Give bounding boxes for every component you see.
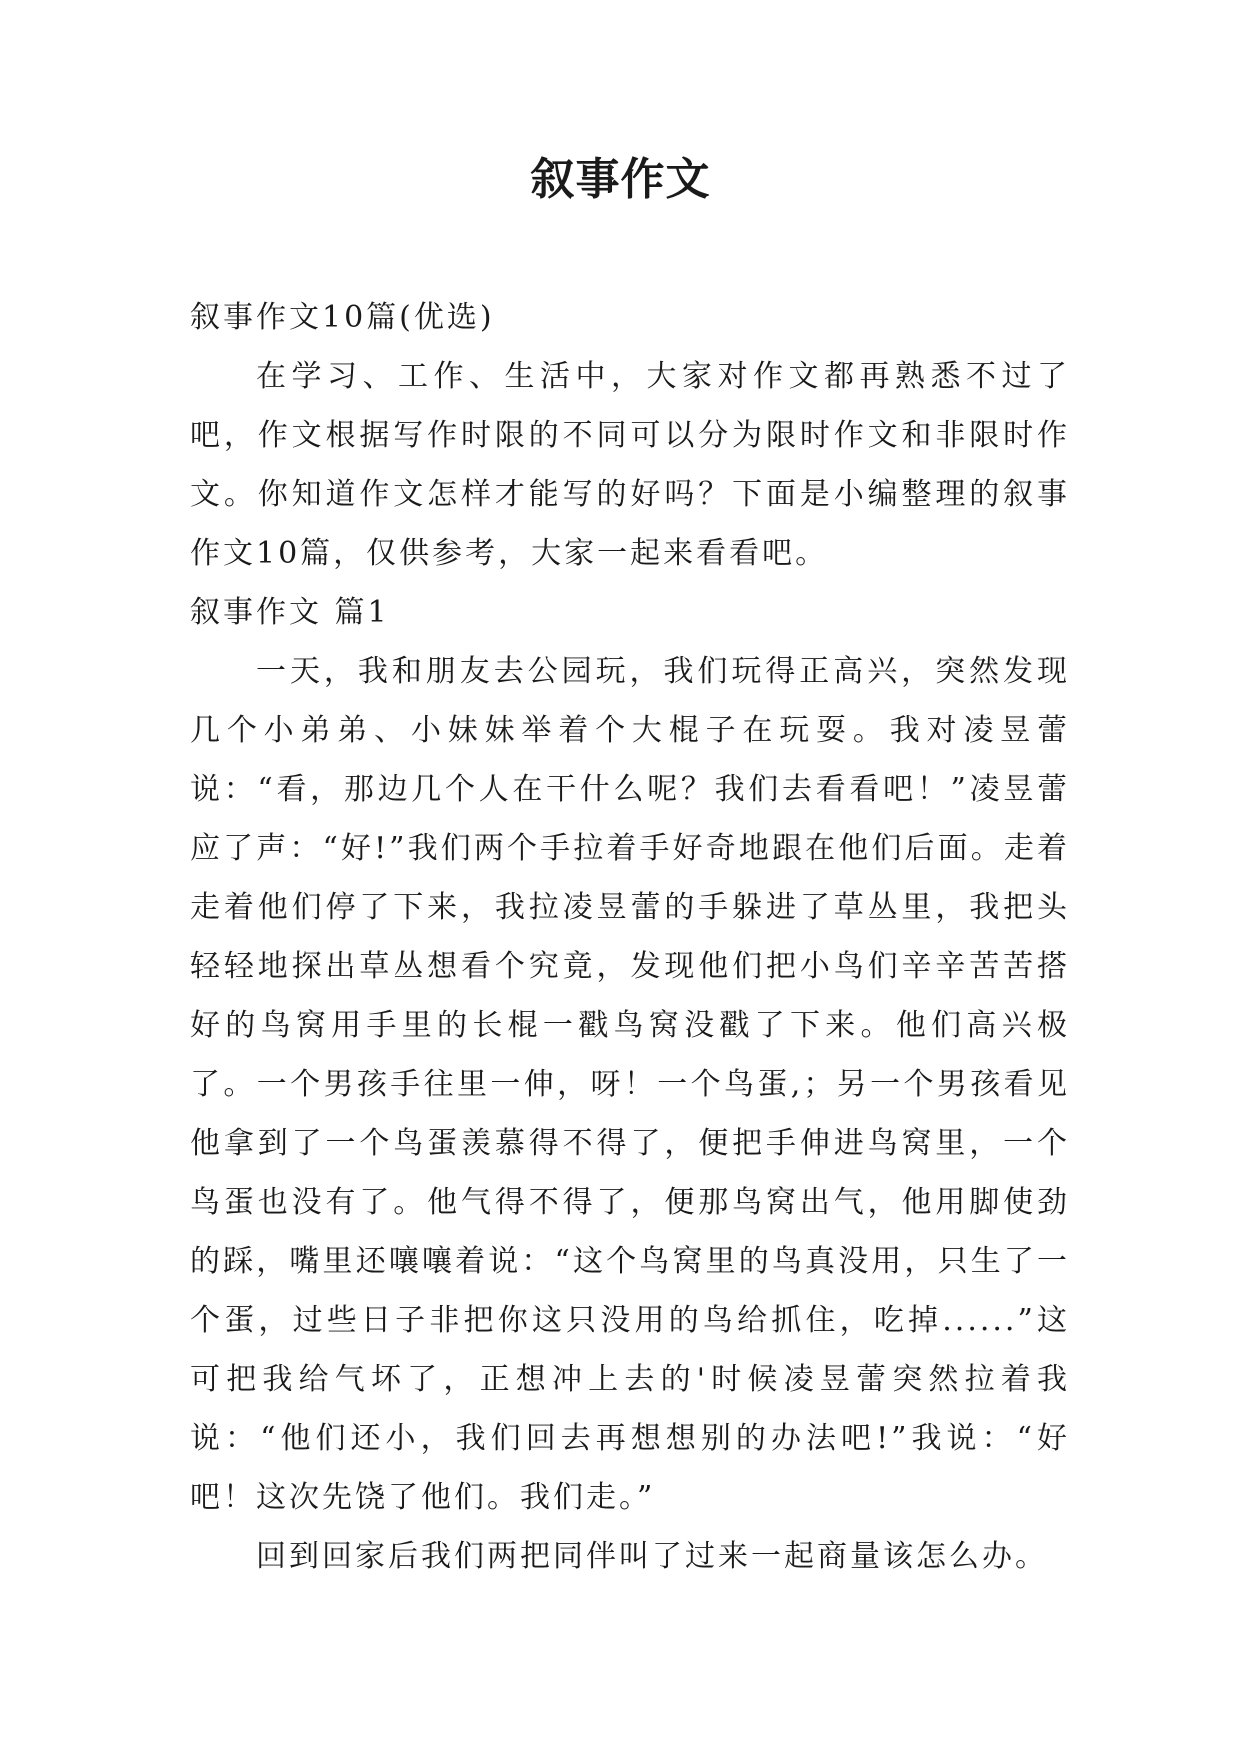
article-heading: 叙事作文10篇(优选)	[190, 300, 495, 335]
intro-paragraph: 在学习、工作、生活中，大家对作文都再熟悉不过了吧，作文根据写作时限的不同可以分为限时作文和非限时作文。你知道作文怎样才能写的好吗？下面是小编整理的叙事作文10篇，仅供参考，大家一起来看看吧。	[190, 359, 1070, 571]
body-paragraph: 一天，我和朋友去公园玩，我们玩得正高兴，突然发现几个小弟弟、小妹妹举着个大棍子在玩耍。我对凌昱蕾说：“看，那边几个人在干什么呢？我们去看看吧！”凌昱蕾应了声：“好!”我们两个手拉着手好奇地跟在他们后面。走着走着他们停了下来，我拉凌昱蕾的手躲进了草丛里，我把头轻轻地探出草丛想看个究竟，发现他们把小鸟们辛辛苦苦搭好的鸟窝用手里的长棍一戳鸟窝没戳了下来。他们高兴极了。一个男孩手往里一伸，呀！一个鸟蛋,；另一个男孩看见他拿到了一个鸟蛋羡慕得不得了，便把手伸进鸟窝里，一个鸟蛋也没有了。他气得不得了，便那鸟窝出气，他用脚使劲的踩，嘴里还嚷嚷着说：“这个鸟窝里的鸟真没用，只生了一个蛋，过些日子非把你这只没用的鸟给抓住，吃掉......”这可把我给气坏了，正想冲上去的'时候凌昱蕾突然拉着我说：“他们还小，我们回去再想想别的办法吧!”我说：“好吧！这次先饶了他们。我们走。”	[190, 654, 1070, 1515]
section-heading: 叙事作文 篇1	[190, 595, 390, 630]
document-title: 叙事作文	[530, 154, 711, 205]
body-paragraph: 回到回家后我们两把同伴叫了过来一起商量该怎么办。	[256, 1539, 1048, 1574]
document-body	[190, 288, 1070, 1586]
